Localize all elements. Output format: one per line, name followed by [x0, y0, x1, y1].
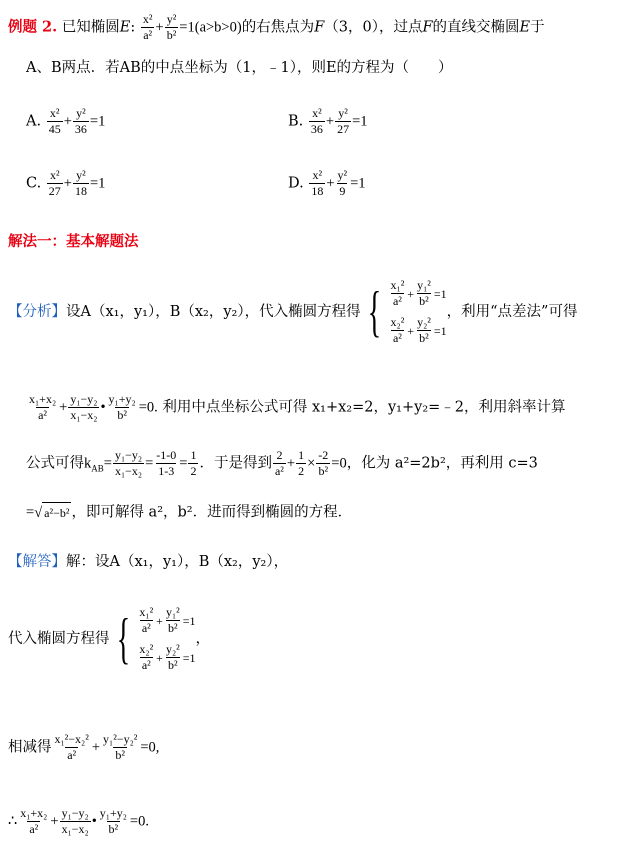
solution-subtract-line: 相减得 $\frac{\text{x₁²−x₂²}}{\text{a²}}$ + $\frac{\text{y₁²−y₂²}}{\text{b²}}$ =0,: [8, 732, 160, 762]
solution-line-1: 【解答】解：设A（x₁，y₁），B（x₂，y₂），: [8, 554, 289, 570]
option-c[interactable]: C. $\frac{\text{x²}}{27}$ + $\frac{\text{y²}}{18}$ =1: [26, 168, 106, 198]
solution-final-line: ∴ $\frac{\text{x₁+x₂}}{\text{a²}}$ + $\frac{\text{y₁−y₂}}{\text{x₁−x₂}}$ • $\frac{\text{y₁+y₂}}{\text{b²}}$ =0.: [8, 806, 149, 836]
option-b[interactable]: B. $\frac{\text{x²}}{36}$ + $\frac{\text{y²}}{27}$ =1: [288, 106, 368, 136]
analysis-line-2: $\frac{\text{x₁+x₂}}{\text{a²}}$ + $\frac{\text{y₁−y₂}}{\text{x₁−x₂}}$ • $\frac{\text{y₁+y₂}}{\text{b²}}$ =0. 利用中点坐标公式可得 x₁+x₂=2，y₁+y₂=﹣2，利用斜率计算: [29, 392, 566, 422]
problem-label: 例题 2.: [8, 18, 58, 36]
solution-system-line: 代入椭圆方程得 { $\frac{\text{x₁²}}{\text{a²}}$ + $\frac{\text{y₁²}}{\text{b²}}$ =1 $\frac{\text{x₂²}}{\text{a²}}$ + $\frac{\text{y₂²}}{\text{b²}}$ =1 ，: [8, 605, 211, 672]
option-a[interactable]: A. $\frac{\text{x²}}{45}$ + $\frac{\text{y²}}{36}$ =1: [26, 106, 106, 136]
method-heading: 解法一：基本解题法: [8, 233, 139, 250]
problem-line-2: A、B两点．若AB的中点坐标为（1，﹣1），则E的方程为（ ）: [26, 60, 453, 76]
sqrt: √ a²−b²: [34, 502, 71, 523]
problem-line-1: 例题 2. 已知椭圆E: $\frac{\text{x²}}{\text{a²}}$ + $\frac{\text{y²}}{\text{b²}}$ =1(a>b>0)的右焦点为F（3，0），过点F的直线交椭圆E于: [8, 12, 545, 42]
analysis-line-4: =√ a²−b² ，即可解得 a²，b²．进而得到椭圆的方程．: [26, 502, 352, 523]
analysis-line-1: 【分析】 设A（x₁，y₁），B（x₂，y₂），代入椭圆方程得 { $\frac{\text{x₁²}}{\text{a²}}$ + $\frac{\text{y₁²}}{\text{b²}}$ =1 $\frac{\text{x₂²}}{\text{a²}}$ + $\frac{\text{y₂²}}{\text{b²}}$ =1 ，利用“点差法”可得: [8, 278, 578, 345]
equation-system: { $\frac{\text{x₁²}}{\text{a²}}$ + $\frac{\text{y₁²}}{\text{b²}}$ =1 $\frac{\text{x₂²}}{\text{a²}}$ + $\frac{\text{y₂²}}{\text{b²}}$ =1: [367, 278, 447, 345]
solution-tag: 【解答】: [8, 554, 66, 570]
analysis-tag: 【分析】: [8, 304, 66, 320]
equation-system: { $\frac{\text{x₁²}}{\text{a²}}$ + $\frac{\text{y₁²}}{\text{b²}}$ =1 $\frac{\text{x₂²}}{\text{a²}}$ + $\frac{\text{y₂²}}{\text{b²}}$ =1: [116, 605, 196, 672]
fraction: $\frac{\text{y²}}{\text{b²}}$: [166, 12, 177, 42]
analysis-line-3: 公式可得$k_{AB}=$ $\frac{\text{y₁−y₂}}{\text{x₁−x₂}}$ = $\frac{-1-0}{1-3}$ = $\frac{1}{2}$ ．于是得到 $\frac{2}{\text{a²}}$ + $\frac{1}{2}$ × $\frac{-2}{\text{b²}}$ =0，化为 a²=2b²，再利用 c=3: [26, 448, 538, 478]
fraction: $\frac{\text{x²}}{\text{a²}}$: [142, 12, 153, 42]
option-d[interactable]: D. $\frac{\text{x²}}{18}$ + $\frac{\text{y²}}{9}$ =1: [288, 168, 366, 198]
